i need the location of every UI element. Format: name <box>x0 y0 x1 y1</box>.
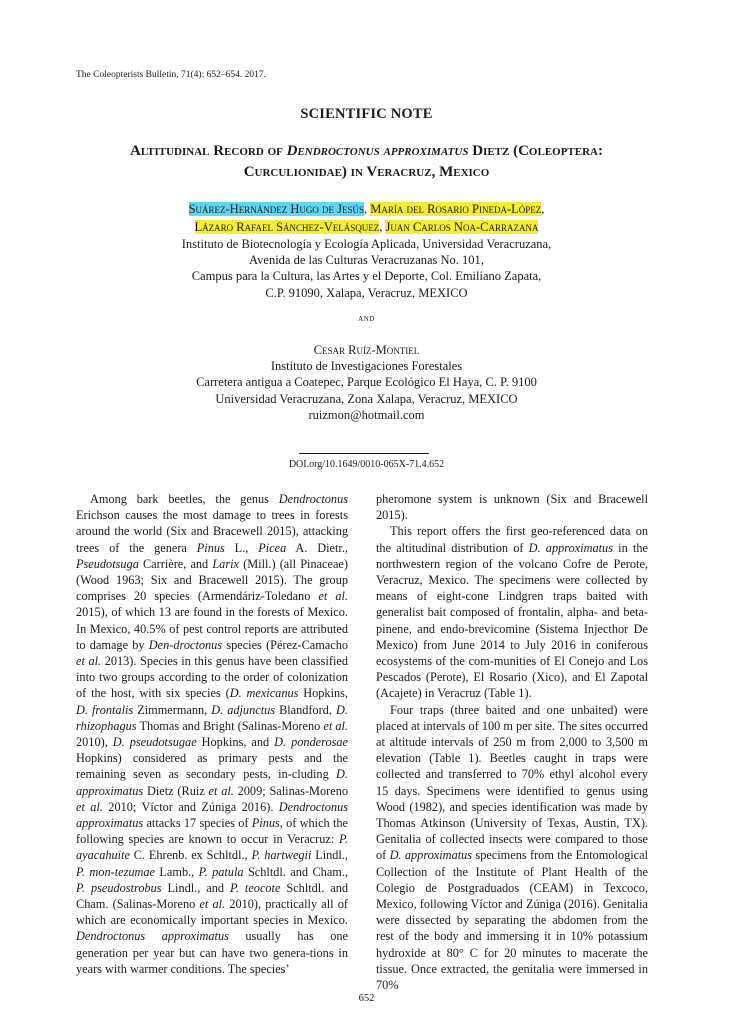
et-al: et al. <box>208 783 234 798</box>
taxon: Pinus <box>196 540 225 555</box>
et-al: et al. <box>318 589 348 604</box>
taxon: D. approximatus <box>528 540 613 555</box>
taxon: D. mexicanus <box>229 686 299 701</box>
text-run: L., <box>224 540 259 555</box>
section-title: SCIENTIFIC NOTE <box>300 106 433 122</box>
title-part: Dietz (Coleoptera: <box>468 143 603 159</box>
text-run: Blandford, <box>275 702 337 717</box>
et-al: et al. <box>76 799 103 814</box>
doi-link[interactable]: DOI.org/10.1649/0010-065X-71.4.652 <box>288 459 445 470</box>
paragraph <box>376 523 648 701</box>
taxon: D. ponderosae <box>274 735 349 750</box>
text-run: Erichson causes the most damage to trees in forests around the world (Six and Bracewell 2015), attacking trees of the genera <box>76 508 348 555</box>
affiliation-line: C.P. 91090, Xalapa, Veracruz, MEXICO <box>265 285 468 300</box>
author-separator: , <box>379 219 386 234</box>
text-run: species (Pérez-Camacho <box>222 637 349 652</box>
taxon: Dendroctonus approximatus <box>76 929 229 944</box>
text-run: Carrière, and <box>138 556 213 571</box>
second-author-name: Cesar Ruíz-Montiel <box>313 343 420 357</box>
affiliation-line: Universidad Veracruzana, Zona Xalapa, Veracruz, MEXICO <box>215 391 518 406</box>
et-al: et al. <box>199 897 226 912</box>
taxon: D. approximatus <box>389 848 473 863</box>
affiliation-line: Avenida de las Culturas Veracruzanas No. 101, <box>249 253 484 268</box>
taxon: Den-droctonus <box>148 637 223 652</box>
author-list <box>60 201 673 236</box>
author-separator: , <box>541 202 545 216</box>
and-separator: and <box>358 314 375 324</box>
text-run: 2015), of which 13 are found in the forests of Mexico. In Mexico, 40.5% of pest control reports are attributed to damage by <box>76 605 348 652</box>
text-run: (Mill.) (all Pinaceae) (Wood 1963; Six and Bracewell 2015). The group comprises 20 species (Armendáriz-Toledano <box>76 556 348 604</box>
taxon: D. approximatus <box>76 767 348 798</box>
text-run: Hopkins, and <box>196 735 275 750</box>
taxon: P. teocote <box>229 880 281 895</box>
taxon: Picea <box>258 540 287 555</box>
text-run: C. Ehrenb. ex Schltdl., <box>129 848 252 863</box>
taxon: P. ayacahuite <box>76 832 348 863</box>
taxon: Pseudotsuga <box>76 556 139 571</box>
paragraph <box>76 491 348 977</box>
author-name: María del Rosario Pineda-López <box>370 202 542 216</box>
text-run: attacks 17 species of <box>143 816 252 831</box>
text-run: 2009; Salinas-Moreno <box>233 783 348 798</box>
author-email[interactable]: ruizmon@hotmail.com <box>308 407 425 422</box>
et-al: et al. <box>323 718 348 733</box>
text-run: Hopkins) considered as primary pests and the remaining seven as secondary pests, in-cluding <box>76 751 348 782</box>
text-run: Four traps (three baited and one unbaited) were placed at intervals of 100 m per site. The sites occurred at altitude intervals of 250 m from 2,000 to 3,500 m elevation (Table 1). Beetles caught in traps were collected and transferred to 70% ethyl alcohol every 15 days. Specimens were identified to genus using Wood (1982), and species identification was made by Thomas Atkinson (University of Texas, Austin, TX). Genitalia of collected insects were compared to those of <box>376 702 648 863</box>
affiliation-2 <box>60 342 673 423</box>
body-column-left <box>76 491 348 977</box>
title-species: Dendroctonus approximatus <box>286 143 469 159</box>
taxon: P. mon-tezumae <box>76 864 155 879</box>
taxon: Dendroctonus approximatus <box>76 799 348 831</box>
taxon: P. patula <box>198 864 244 879</box>
taxon: Larix <box>212 556 239 571</box>
text-run: Lindl., <box>311 848 348 863</box>
text-run: Among bark beetles, the genus <box>90 492 279 506</box>
paragraph: pheromone system is unknown (Six and Bracewell 2015). <box>376 492 648 523</box>
taxon: Pinus <box>251 816 280 831</box>
text-run: Hopkins, <box>298 686 348 701</box>
text-run: 2013). Species in this genus have been classified into two groups according to the order of colonization of the host, with six species ( <box>76 654 348 701</box>
text-run: specimens from the Entomological Collection of the Institute of Plant Health of the Colegio de Postgraduados (CEAM) in Texcoco, Mexico, following Víctor and Zúniga (2016). Genitalia were dissected by separating the abdomen from the rest of the body and immersing it in 10% potassium hydroxide at 80° C for 20 minutes to macerate the tissue. Once extracted, the genitalia were immersed in 70% <box>376 848 648 993</box>
taxon: P. pseudostrobus <box>76 880 162 895</box>
text-run: 2010), <box>76 735 113 750</box>
title-part: Altitudinal Record of <box>130 143 287 159</box>
text-run: 2010), practically all of which are economically important species in Mexico. <box>76 897 348 928</box>
text-run: Thomas and Bright (Salinas-Moreno <box>136 718 324 733</box>
text-run: 2010; Víctor and Zúniga 2016). <box>102 799 279 814</box>
author-name: Juan Carlos Noa-Carrazana <box>385 219 539 234</box>
author-name: Suárez-Hernández Hugo de Jesús <box>188 202 364 216</box>
paragraph <box>376 702 648 994</box>
affiliation-line: Instituto de Investigaciones Forestales <box>270 359 463 374</box>
affiliation-1 <box>60 236 673 301</box>
affiliation-line: Carretera antigua a Coatepec, Parque Ecológico El Haya, C. P. 9100 <box>196 375 537 390</box>
page-number: 652 <box>358 993 375 1004</box>
text-run: Lindl., and <box>161 880 230 895</box>
author-name: Lázaro Rafael Sánchez-Velásquez <box>194 219 380 234</box>
text-run: Zimmermann, <box>133 702 212 717</box>
text-run: This report offers the first geo-referenced data on the altitudinal distribution of <box>376 524 648 555</box>
journal-citation: The Coleopterists Bulletin, 71(4): 652–654. 2017. <box>76 70 266 80</box>
text-run: Schltdl. and Cham. (Salinas-Moreno <box>76 880 348 912</box>
taxon: D. pseudotsugae <box>112 735 197 750</box>
taxon: D. frontalis <box>76 702 134 717</box>
taxon: D. rhizophagus <box>76 702 348 733</box>
header-rule <box>299 453 429 454</box>
text-run: Lamb., <box>155 864 199 879</box>
text-run: Dietz (Ruiz <box>143 783 209 798</box>
et-al: et al. <box>76 654 102 669</box>
author-separator: , <box>363 202 371 216</box>
text-run: usually has one generation per year but can have two genera-tions in years with warmer conditions. The species’ <box>76 929 348 976</box>
body-column-right <box>376 491 648 993</box>
title-line-2: Curculionidae) in Veracruz, Mexico <box>243 164 490 180</box>
article-title <box>40 141 693 183</box>
text-run: , of which the following species are known to occur in Veracruz: <box>76 816 348 847</box>
taxon: D. adjunctus <box>211 702 276 717</box>
affiliation-line: Instituto de Biotecnología y Ecología Aplicada, Universidad Veracruzana, <box>181 237 552 251</box>
text-run: in the northwestern region of the volcano Cofre de Perote, Veracruz, Mexico. The specimens were collected by means of eight-cone Lindgren traps baited with generalist bait composed of frontalin, alpha- and beta-pinene, and endo-brevicomine (Sistema Injecthor De Mexico) from June 2014 to July 2016 in coniferous ecosystems of the com-munities of El Conejo and Los Pescados (Perote), El Rosario (Xico), and El Zapotal (Acajete) in Veracruz (Table 1). <box>376 540 648 701</box>
taxon: P. hartwegii <box>251 848 312 863</box>
taxon: Dendroctonus <box>278 492 348 506</box>
text-run: A. Dietr., <box>286 540 348 555</box>
text-run: Schltdl. and Cham., <box>243 864 348 879</box>
affiliation-line: Campus para la Cultura, las Artes y el Deporte, Col. Emiliano Zapata, <box>191 269 542 284</box>
